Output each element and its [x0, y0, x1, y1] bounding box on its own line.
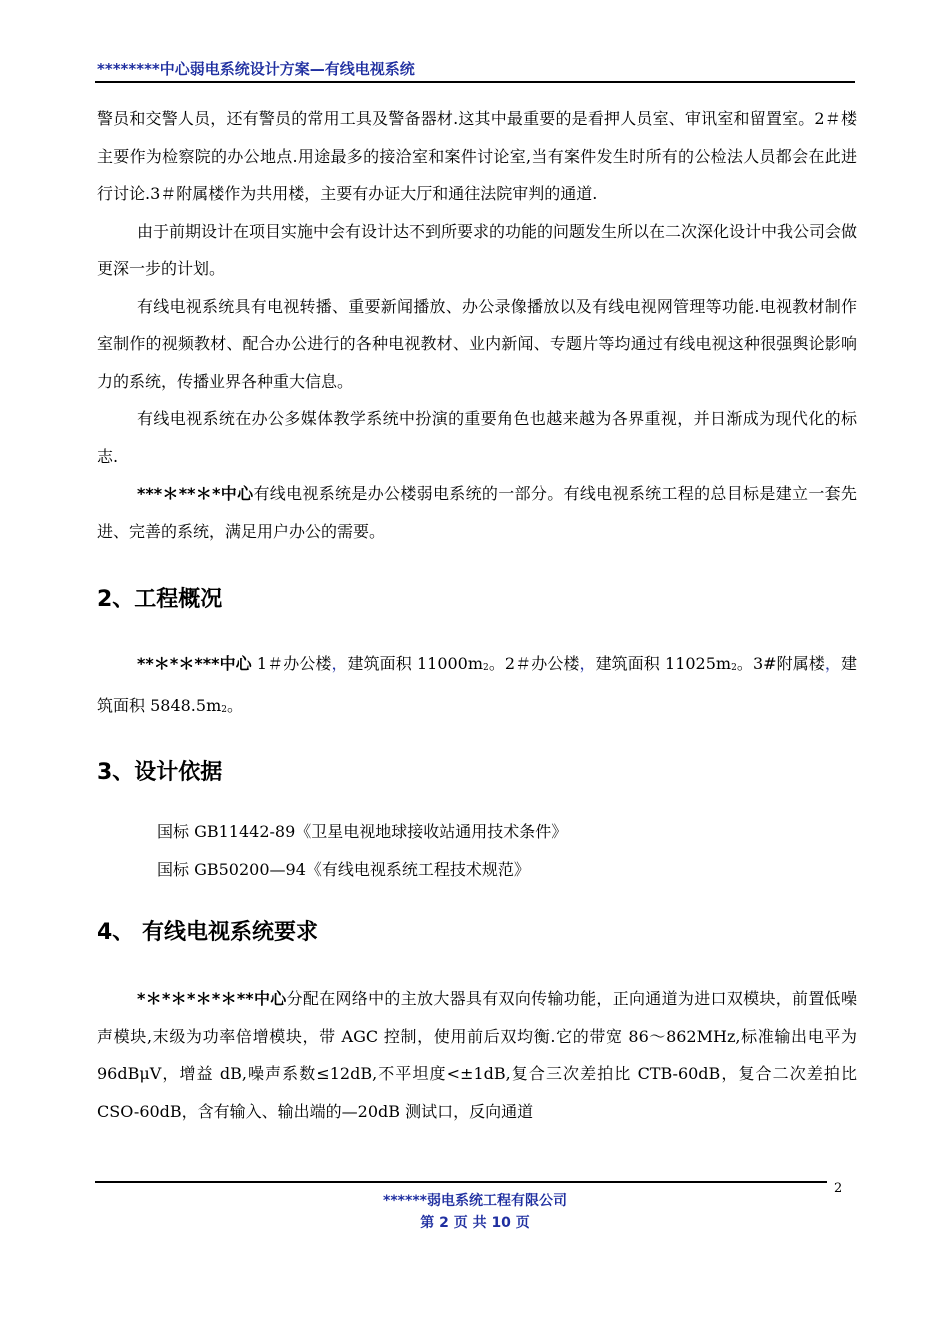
center-name-bold: ***＊**＊*中心	[137, 484, 254, 503]
paragraph-cable-tv-functions: 有线电视系统具有电视转播、重要新闻播放、办公录像播放以及有线电视网管理等功能.电视教材制作室制作的视频教材、配合办公进行的各种电视教材、业内新闻、专题片等均通过有线电视这种很强舆论影响力的系统，传播业界各种重大信息。	[97, 296, 857, 391]
superscript-2: 2	[731, 663, 737, 673]
footer-divider	[95, 1181, 827, 1183]
area-text-1: 1＃办公楼	[251, 654, 332, 673]
superscript-2: 2	[483, 663, 489, 673]
paragraph-cable-tv-role: 有线电视系统在办公多媒体教学系统中扮演的重要角色也越来越为各界重视，并日渐成为现代化的标志.	[97, 409, 857, 466]
section-heading-design-basis: 3、设计依据	[97, 760, 223, 785]
amplifier-spec-text: 分配在网络中的主放大器具有双向传输功能，正向通道为进口双模块，前置低噪声模块,末级为功率倍增模块，带 AGC 控制，使用前后双均衡.它的带宽 86～862MHz,标准输出电平为 96dBμV，增益 dB,噪声系数≤12dB,不平坦度<±1dB,复合三次差拍比 CTB-60dB，复合二次差拍比CSO-60dB，含有输入、输出端的—20dB 测试口，反向通道	[97, 989, 857, 1121]
superscript-2: 2	[221, 704, 227, 715]
paragraph-building-usage: 警员和交警人员，还有警员的常用工具及警备器材.这其中最重要的是看押人员室、审讯室和留置室。2＃楼主要作为检察院的办公地点.用途最多的接洽室和案件讨论室,当有案件发生时所有的公检法人员都会在此进行讨论.3＃附属楼作为共用楼，主要有办证大厅和通往法院审判的通道.	[97, 109, 857, 203]
footer-page-count: 第 2 页 共 10 页	[420, 1215, 530, 1231]
area-text-4: 建筑面积 11025m	[595, 654, 732, 673]
area-text-6: 建筑面积 5848.5m	[97, 654, 857, 715]
standard-gb11442: 国标 GB11442-89《卫星电视地球接收站通用技术条件》	[157, 822, 568, 841]
section-heading-project-overview: 2、工程概况	[97, 587, 223, 612]
footer-company-name: ******弱电系统工程有限公司	[383, 1193, 567, 1209]
paragraph-design-plan: 由于前期设计在项目实施中会有设计达不到所要求的功能的问题发生所以在二次深化设计中我公司会做更深一步的计划。	[97, 221, 858, 278]
comma-mark: ，	[824, 654, 841, 673]
comma-mark: ，	[579, 654, 596, 673]
goal-text: 有线电视系统是办公楼弱电系统的一部分。有线电视系统工程的总目标是建立一套先进、完善的系统，满足用户办公的需要。	[97, 484, 857, 541]
comma-mark: ，	[331, 654, 348, 673]
document-header-title: ********中心弱电系统设计方案—有线电视系统	[97, 60, 415, 78]
area-text-7: 。	[226, 695, 243, 715]
document-body	[97, 100, 857, 1130]
center-name-bold: *＊*＊*＊*＊**中心	[137, 989, 287, 1008]
area-text-3: 。2＃办公楼	[488, 654, 580, 673]
paragraph-amplifier-spec	[97, 980, 857, 1130]
center-name-bold: **＊*＊***中心	[137, 654, 252, 673]
paragraph-cable-tv-goal	[97, 475, 857, 550]
standard-gb50200: 国标 GB50200—94《有线电视系统工程技术规范》	[157, 859, 530, 879]
paragraph-building-areas	[97, 645, 857, 728]
page-number: 2	[834, 1181, 843, 1196]
header-divider	[95, 81, 855, 83]
section-heading-system-requirements: 4、 有线电视系统要求	[97, 920, 318, 945]
area-text-5: 。3#附属楼	[736, 654, 825, 673]
area-text-2: 建筑面积 11000m	[347, 654, 484, 673]
